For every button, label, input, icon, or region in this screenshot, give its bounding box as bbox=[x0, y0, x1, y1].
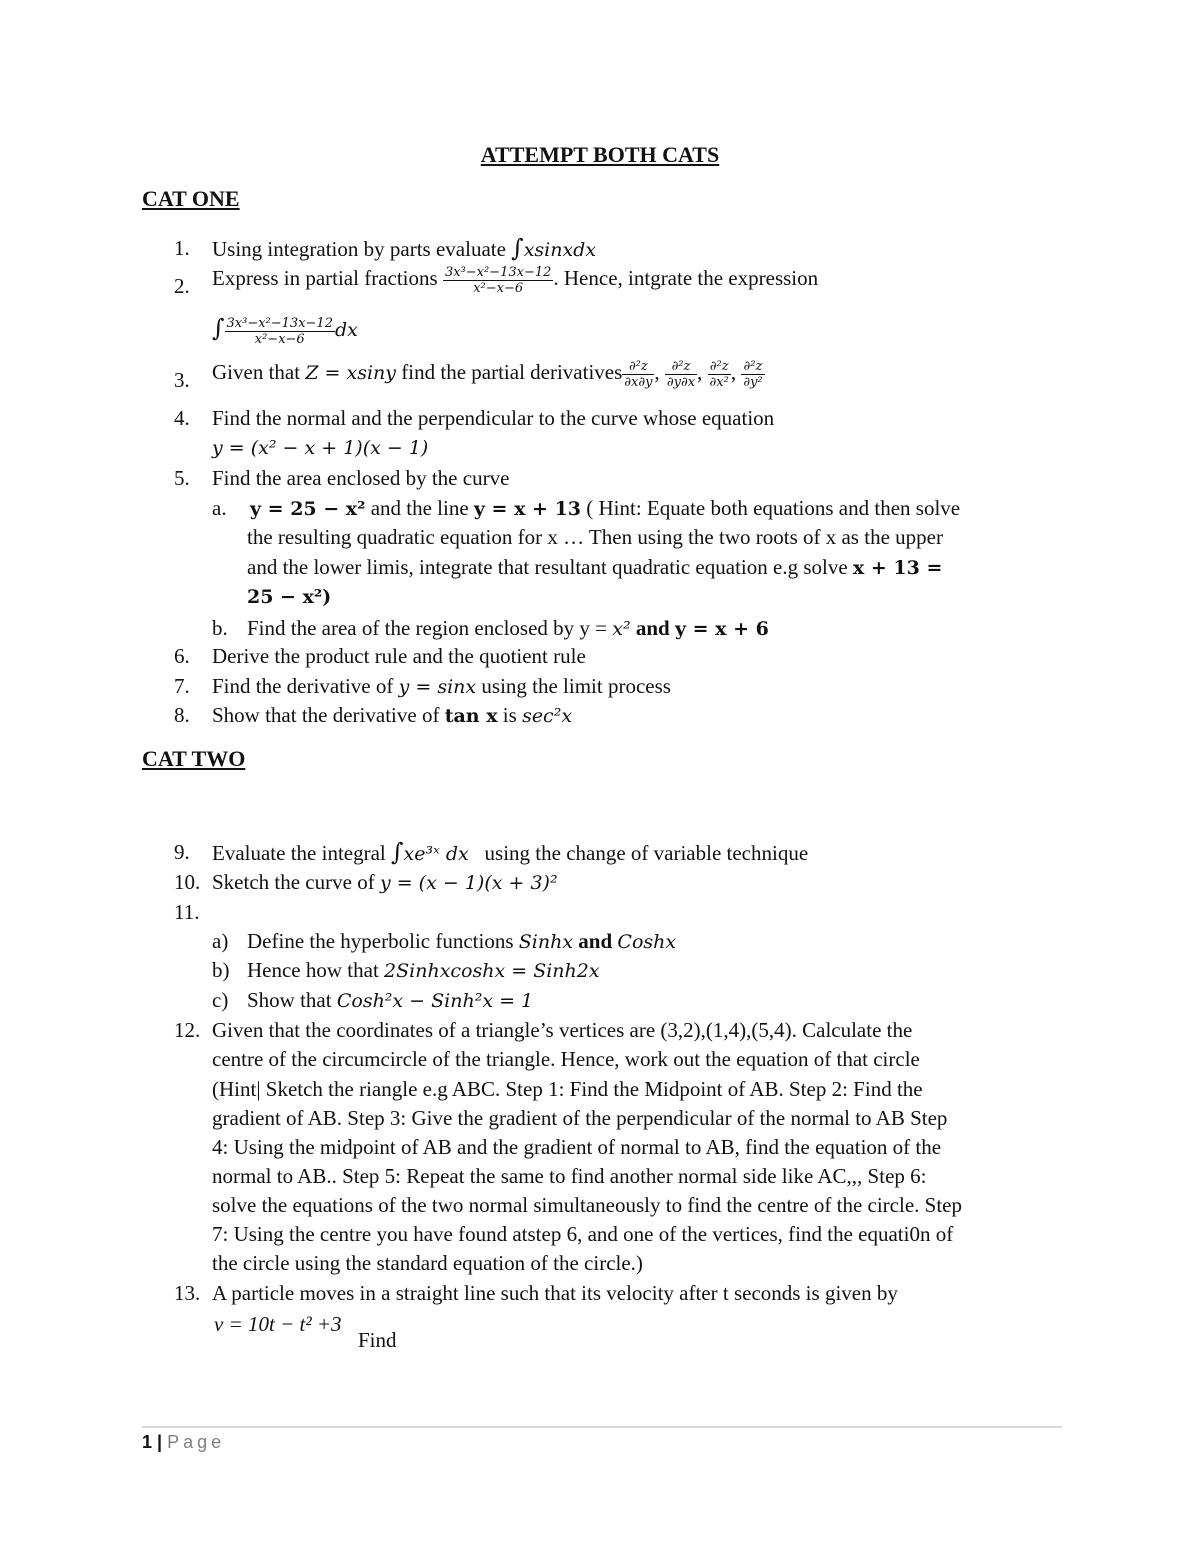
q11a-label: a) bbox=[212, 929, 229, 953]
question-12-line-1: Given that the coordinates of a triangle’s vertices are (3,2),(1,4),(5,4). Calculate the bbox=[212, 1018, 913, 1042]
q3-number: 3. bbox=[174, 368, 190, 392]
cat-one-heading: CAT ONE bbox=[142, 186, 240, 211]
footer-separator: | bbox=[157, 1432, 163, 1452]
question-12-line-6: normal to AB.. Step 5: Repeat the same to find another normal side like AC,,, Step 6: bbox=[212, 1164, 927, 1188]
partial-fraction: $\frac{\text{3x³−x²−13x−12}}{\text{x²−x−6}}$ bbox=[444, 264, 552, 296]
question-12-line-5: 4: Using the midpoint of AB and the gradient of normal to AB, find the equation of the bbox=[212, 1135, 942, 1159]
q13-number: 13. bbox=[174, 1281, 201, 1305]
question-2: Express in partial fractions $\frac{\text{3x³−x²−13x−12}}{\text{x²−x−6}}$ . Hence, intgrate the expression bbox=[212, 264, 819, 296]
question-5a-line-2: the resulting quadratic equation for x … Then using the two roots of x as the upper bbox=[247, 525, 943, 549]
question-12-line-9: the circle using the standard equation of the circle.) bbox=[212, 1251, 643, 1275]
q11b-label: b) bbox=[212, 958, 230, 982]
question-12-line-7: solve the equations of the two normal simultaneously to find the centre of the circle. Step bbox=[212, 1193, 962, 1217]
q5-number: 5. bbox=[174, 466, 190, 490]
q8-number: 8. bbox=[174, 703, 190, 727]
question-13-velocity: v = 10t − t² +3 bbox=[214, 1312, 342, 1336]
question-12-line-3: (Hint| Sketch the riangle e.g ABC. Step 1: Find the Midpoint of AB. Step 2: Find the bbox=[212, 1077, 923, 1101]
q5b-label: b. bbox=[212, 616, 228, 640]
footer-rule bbox=[142, 1426, 1062, 1428]
question-5a-line-3: and the lower limis, integrate that resultant quadratic equation e.g solve x + 13 = bbox=[247, 555, 943, 579]
document-title: ATTEMPT BOTH CATS bbox=[480, 142, 720, 167]
q11-number: 11. bbox=[174, 900, 200, 924]
q12-number: 12. bbox=[174, 1018, 201, 1042]
page-word: Page bbox=[167, 1432, 226, 1452]
q2-number: 2. bbox=[174, 274, 190, 298]
cat-two-heading: CAT TWO bbox=[142, 746, 246, 771]
question-11a: Define the hyperbolic functions Sinhx and Coshx bbox=[247, 929, 677, 953]
q5a-label: a. bbox=[212, 496, 227, 520]
question-11b: Hence how that 2Sinhxcoshx = Sinh2x bbox=[247, 958, 600, 982]
q7-number: 7. bbox=[174, 674, 190, 698]
question-3: Given that Z = xsiny find the partial derivatives $\frac{\text{∂²z}}{\partial x\partial y}$ , $\frac{\text{∂²z}}{\partial y\partial x}$ , $\frac{\text{∂²z}}{\text{∂x²}}$ , $\frac{\text{∂²z}}{\text{∂y²}}$ bbox=[212, 358, 763, 390]
question-4-equation: y = (x² − x + 1)(x − 1) bbox=[212, 437, 429, 459]
q9-number: 9. bbox=[174, 840, 190, 864]
question-5: Find the area enclosed by the curve bbox=[212, 466, 510, 490]
question-5a-line-1: y = 25 − x² and the line y = x + 13 ( Hint: Equate both equations and then solve bbox=[250, 496, 961, 520]
question-5b: Find the area of the region enclosed by y = x² and y = x + 6 bbox=[247, 616, 769, 640]
question-2-integral: ∫ $\frac{\text{3x³−x²−13x−12}}{\text{x²−x−6}}$ dx bbox=[212, 314, 358, 347]
q4-number: 4. bbox=[174, 406, 190, 430]
question-13-find: Find bbox=[358, 1328, 397, 1352]
question-13: A particle moves in a straight line such that its velocity after t seconds is given by bbox=[212, 1281, 898, 1305]
q10-number: 10. bbox=[174, 870, 201, 894]
q6-number: 6. bbox=[174, 644, 190, 668]
question-8: Show that the derivative of tan x is sec²x bbox=[212, 703, 573, 727]
question-12-line-2: centre of the circumcircle of the triangle. Hence, work out the equation of that circle bbox=[212, 1047, 920, 1071]
question-4: Find the normal and the perpendicular to the curve whose equation bbox=[212, 406, 775, 430]
page-number: 1 bbox=[142, 1432, 153, 1452]
q11c-label: c) bbox=[212, 988, 229, 1012]
question-7: Find the derivative of y = sinx using the limit process bbox=[212, 674, 671, 698]
q1-number: 1. bbox=[174, 236, 190, 260]
question-10: Sketch the curve of y = (x − 1)(x + 3)² bbox=[212, 870, 558, 894]
question-5a-line-4: 25 − x²) bbox=[247, 586, 332, 608]
question-9: Evaluate the integral ∫xe³ˣ dx using the change of variable technique bbox=[212, 838, 809, 866]
question-11c: Show that Cosh²x − Sinh²x = 1 bbox=[247, 988, 534, 1012]
question-6: Derive the product rule and the quotient rule bbox=[212, 644, 586, 668]
question-12-line-4: gradient of AB. Step 3: Give the gradient of the perpendicular of the normal to AB Step bbox=[212, 1106, 948, 1130]
question-1: Using integration by parts evaluate ∫xsinxdx bbox=[212, 234, 597, 262]
question-12-line-8: 7: Using the centre you have found atstep 6, and one of the vertices, find the equati0n of bbox=[212, 1222, 954, 1246]
page-footer bbox=[142, 1432, 225, 1453]
